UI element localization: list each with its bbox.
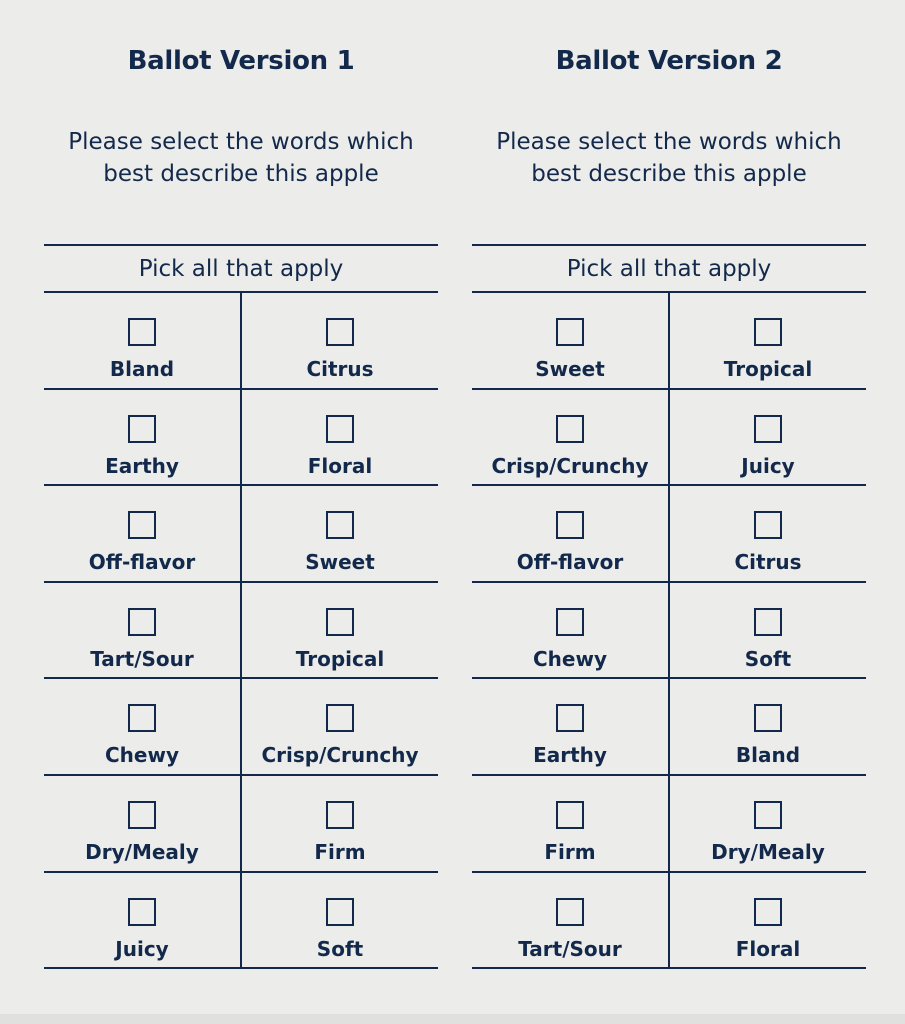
option-checkbox[interactable] [754, 898, 782, 926]
option-label: Soft [316, 936, 364, 961]
option-cell[interactable] [472, 486, 670, 581]
option-row [44, 776, 438, 873]
option-cell[interactable] [242, 679, 438, 774]
option-checkbox[interactable] [326, 318, 354, 346]
option-label: Earthy [105, 453, 179, 478]
option-label: Earthy [533, 743, 607, 768]
option-checkbox[interactable] [128, 608, 156, 636]
option-cell[interactable] [44, 390, 242, 485]
pick-all-header: Pick all that apply [44, 246, 438, 293]
option-row [472, 873, 866, 970]
option-checkbox[interactable] [754, 608, 782, 636]
option-checkbox[interactable] [754, 318, 782, 346]
options-table [44, 244, 438, 969]
option-label: Chewy [533, 646, 607, 671]
option-label: Bland [735, 743, 801, 768]
option-label: Tropical [723, 357, 813, 381]
option-checkbox[interactable] [556, 415, 584, 443]
option-cell[interactable] [44, 776, 242, 871]
option-label: Sweet [535, 357, 605, 381]
option-label: Sweet [305, 550, 375, 575]
ballot-instructions [44, 126, 438, 190]
option-cell[interactable] [472, 776, 670, 871]
option-row [44, 679, 438, 776]
option-checkbox[interactable] [128, 318, 156, 346]
option-checkbox[interactable] [556, 704, 584, 732]
option-cell[interactable] [242, 486, 438, 581]
option-label: Firm [544, 839, 596, 864]
option-checkbox[interactable] [754, 704, 782, 732]
option-row [472, 293, 866, 390]
option-label: Citrus [734, 550, 802, 575]
option-cell[interactable] [242, 583, 438, 678]
option-row [44, 873, 438, 970]
option-label: Floral [307, 453, 373, 478]
option-label: Floral [735, 936, 801, 961]
option-label: Juicy [115, 936, 169, 961]
option-checkbox[interactable] [128, 415, 156, 443]
option-checkbox[interactable] [128, 898, 156, 926]
option-checkbox[interactable] [556, 511, 584, 539]
option-label: Dry/Mealy [711, 839, 825, 864]
option-row [44, 583, 438, 680]
option-row [472, 486, 866, 583]
option-checkbox[interactable] [326, 608, 354, 636]
option-label: Crisp/Crunchy [261, 743, 419, 768]
option-checkbox[interactable] [556, 801, 584, 829]
option-label: Off-flavor [88, 550, 196, 575]
option-label: Chewy [105, 743, 179, 768]
option-label: Off-flavor [516, 550, 624, 575]
instruction-line-2: best describe this apple [103, 161, 379, 187]
option-cell[interactable] [670, 583, 866, 678]
ballot-title: Ballot Version 2 [555, 46, 783, 76]
option-label: Tropical [295, 646, 385, 671]
option-cell[interactable] [44, 583, 242, 678]
option-checkbox[interactable] [326, 704, 354, 732]
option-cell[interactable] [242, 776, 438, 871]
option-checkbox[interactable] [556, 318, 584, 346]
option-checkbox[interactable] [326, 511, 354, 539]
option-cell[interactable] [472, 679, 670, 774]
instruction-line-1: Please select the words which [496, 129, 842, 155]
instruction-line-2: best describe this apple [531, 161, 807, 187]
option-cell[interactable] [670, 776, 866, 871]
option-checkbox[interactable] [326, 415, 354, 443]
option-checkbox[interactable] [754, 801, 782, 829]
option-row [44, 486, 438, 583]
option-checkbox[interactable] [128, 704, 156, 732]
option-cell[interactable] [472, 390, 670, 485]
option-cell[interactable] [242, 293, 438, 388]
options-table [472, 244, 866, 969]
option-label: Tart/Sour [518, 936, 622, 961]
option-checkbox[interactable] [128, 511, 156, 539]
option-cell[interactable] [44, 679, 242, 774]
option-row [44, 390, 438, 487]
option-checkbox[interactable] [128, 801, 156, 829]
option-row [44, 293, 438, 390]
option-cell[interactable] [44, 293, 242, 388]
option-cell[interactable] [472, 583, 670, 678]
option-label: Firm [314, 839, 366, 864]
option-checkbox[interactable] [556, 898, 584, 926]
option-row [472, 583, 866, 680]
option-label: Tart/Sour [90, 646, 194, 671]
option-checkbox[interactable] [326, 801, 354, 829]
bottom-edge [0, 1014, 905, 1024]
option-label: Bland [109, 357, 175, 381]
option-cell[interactable] [44, 486, 242, 581]
option-label: Dry/Mealy [85, 839, 199, 864]
option-checkbox[interactable] [326, 898, 354, 926]
option-cell[interactable] [670, 293, 866, 388]
option-row [472, 776, 866, 873]
option-cell[interactable] [670, 873, 866, 968]
option-cell[interactable] [670, 486, 866, 581]
option-label: Soft [744, 646, 792, 671]
option-checkbox[interactable] [556, 608, 584, 636]
option-cell[interactable] [242, 390, 438, 485]
option-row [472, 390, 866, 487]
option-label: Citrus [306, 357, 374, 381]
option-checkbox[interactable] [754, 415, 782, 443]
option-cell[interactable] [242, 873, 438, 968]
option-cell[interactable] [44, 873, 242, 968]
option-label: Crisp/Crunchy [491, 453, 649, 478]
ballot-instructions [472, 126, 866, 190]
option-label: Juicy [741, 453, 795, 478]
option-cell[interactable] [670, 390, 866, 485]
option-cell[interactable] [472, 873, 670, 968]
ballot-title: Ballot Version 1 [127, 46, 355, 76]
option-row [472, 679, 866, 776]
instruction-line-1: Please select the words which [68, 129, 414, 155]
option-cell[interactable] [670, 679, 866, 774]
option-cell[interactable] [472, 293, 670, 388]
option-checkbox[interactable] [754, 511, 782, 539]
pick-all-header: Pick all that apply [472, 246, 866, 293]
